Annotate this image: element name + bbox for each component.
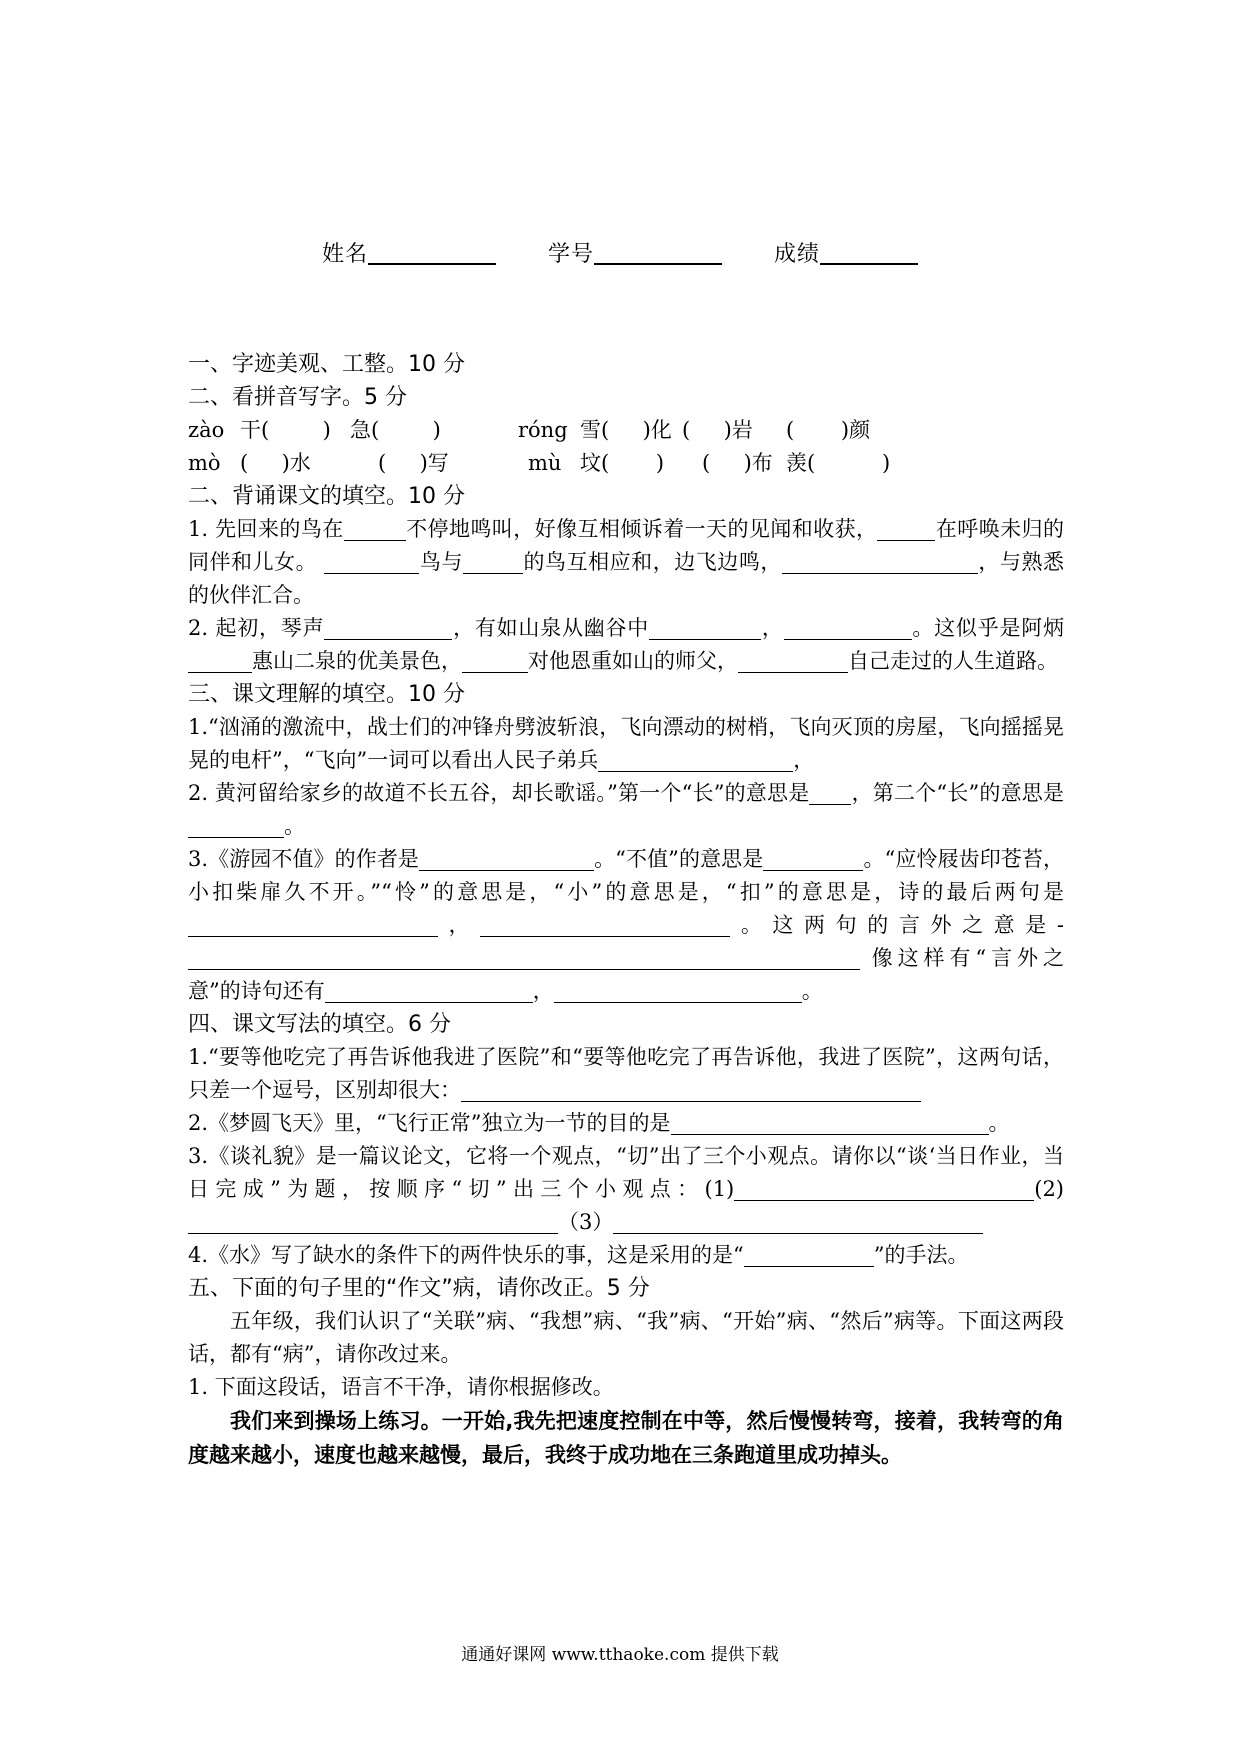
pinyin-rong: róng (518, 418, 568, 442)
pinyin-row-1: zào 干( ) 急( ) róng 雪( )化 ( )岩 ( )颜 (188, 414, 1064, 447)
name-field: 姓名 (322, 237, 496, 268)
correction-intro: 五年级，我们认识了“关联”病、“我想”病、“我”病、“开始”病、“然后”病等。下面这两段话，都有“病”，请你改过来。 (188, 1309, 1064, 1366)
student-info-header (0, 237, 1240, 268)
recite-question-1: 1. 先回来的鸟在 不停地鸣叫，好像互相倾诉着一天的见闻和收获， 在呼唤未归的同伴和儿女。 鸟与 的鸟互相应和，边飞边鸣， ，与熟悉的伙伴汇合。 (188, 517, 1065, 607)
correction-question-1: 1. 下面这段话，语言不干净，请你根据修改。 (188, 1375, 614, 1399)
exam-content (188, 348, 1064, 1472)
section-title-2: 二、看拼音写字。5 分 (188, 385, 407, 410)
correction-passage: 我们来到操场上练习。一开始,我先把速度控制在中等，然后慢慢转弯，接着，我转弯的角度越来越小，速度也越来越慢，最后，我终于成功地在三条跑道里成功掉头。 (188, 1409, 1064, 1467)
pinyin-mu: mù (528, 451, 562, 475)
understanding-question-3: 3.《游园不值》的作者是 。“不值”的意思是 。“应怜屐齿印苍苔，小扣柴扉久不开。”“怜”的意思是，“小”的意思是，“扣”的意思是，诗的最后两句是， 。这两句的言外之意是- 像这样有“言外之意”的诗句还有 ， 。 (188, 847, 1065, 1003)
pinyin-mo: mò (188, 451, 221, 475)
writing-question-1: 1.“要等他吃完了再告诉他我进了医院”和“要等他吃完了再告诉他，我进了医院”，这两句话，只差一个逗号，区别却很大： (188, 1045, 1064, 1102)
section-title-3: 二、背诵课文的填空。10 分 (188, 484, 465, 509)
name-blank[interactable] (368, 241, 496, 265)
score-blank[interactable] (820, 241, 918, 265)
id-blank[interactable] (594, 241, 722, 265)
writing-question-4: 4.《水》写了缺水的条件下的两件快乐的事，这是采用的是“ ”的手法。 (188, 1243, 969, 1267)
id-field: 学号 (548, 237, 722, 268)
section-title-4: 三、课文理解的填空。10 分 (188, 682, 465, 707)
understanding-question-2: 2. 黄河留给家乡的故道不长五谷，却长歌谣。”第一个“长”的意思是 ，第二个“长”的意思是。 (188, 781, 1064, 838)
recite-question-2: 2. 起初，琴声 ，有如山泉从幽谷中 ， 。这似乎是阿炳惠山二泉的优美景色， 对他恩重如山的师父， 自己走过的人生道路。 (188, 616, 1065, 673)
pinyin-zao: zào (188, 418, 225, 442)
section-title-6: 五、下面的句子里的“作文”病，请你改正。5 分 (188, 1276, 650, 1301)
understanding-question-1: 1.“汹涌的激流中，战士们的冲锋舟劈波斩浪，飞向漂动的树梢，飞向灭顶的房屋，飞向摇摇晃晃的电杆”，“飞向”一词可以看出人民子弟兵 ， (188, 715, 1064, 772)
writing-question-3: 3.《谈礼貌》是一篇议论文，它将一个观点，“切”出了三个小观点。请你以“谈‘当日作业，当日完成”为题，按顺序“切”出三个小观点：(1) (2)（3） (188, 1144, 1064, 1234)
footer-credit: 通通好课网 www.tthaoke.com 提供下载 (461, 1645, 779, 1665)
section-title-5: 四、课文写法的填空。6 分 (188, 1012, 451, 1037)
writing-question-2: 2.《梦圆飞天》里，“飞行正常”独立为一节的目的是 。 (188, 1111, 1010, 1135)
pinyin-row-2: mò ( )水 ( )写 mù 坟( ) ( )布 羡( ) (188, 447, 1064, 480)
score-field: 成绩 (774, 237, 918, 268)
section-title-1: 一、字迹美观、工整。10 分 (188, 352, 465, 377)
